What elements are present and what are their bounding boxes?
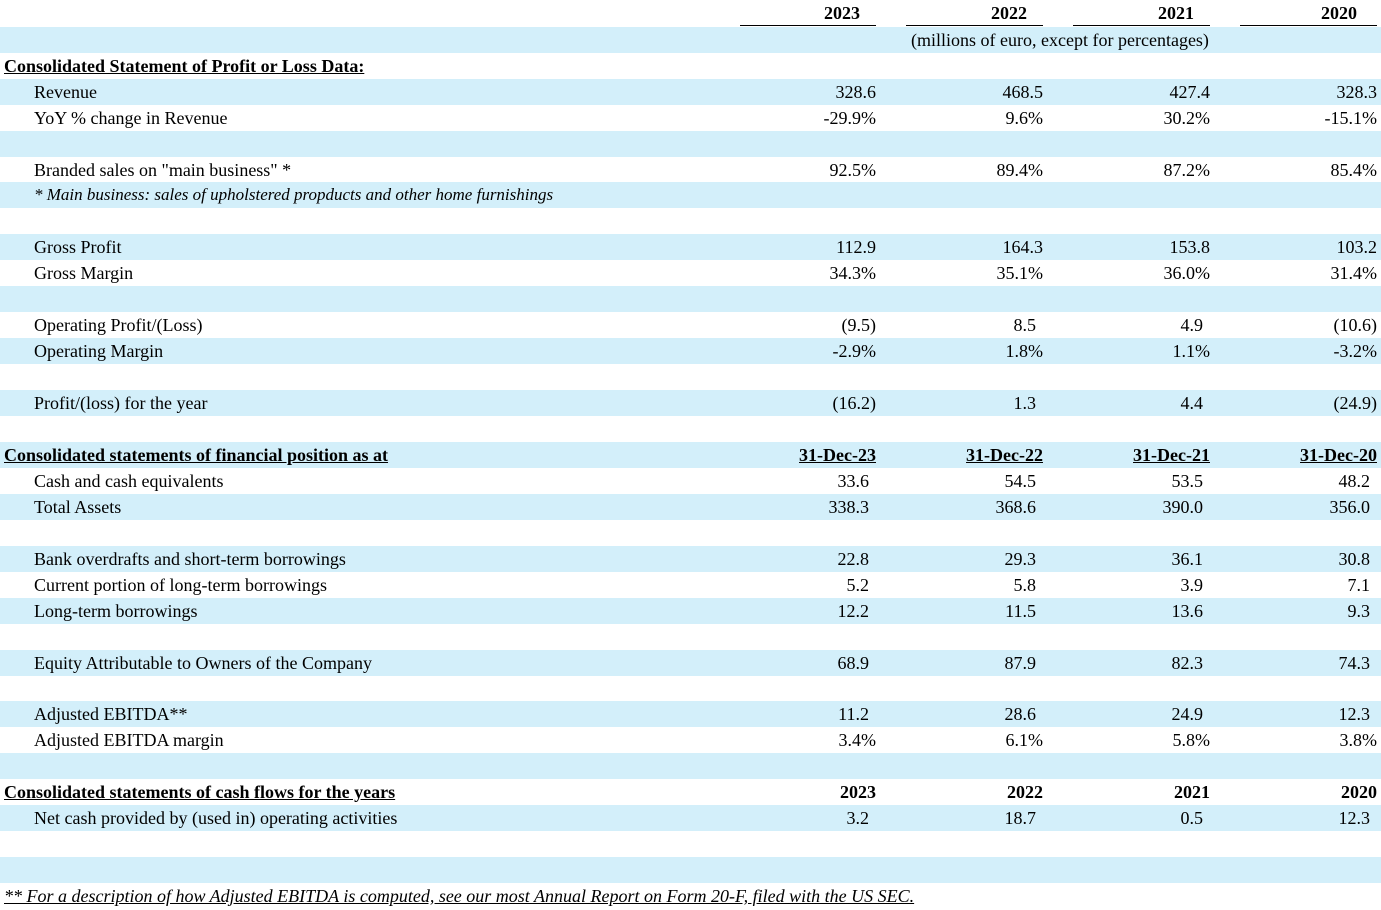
cell-2023: 68.9 [837,653,869,673]
row-label: Net cash provided by (used in) operating activities [34,808,398,828]
row-label: Operating Profit/(Loss) [34,315,203,335]
cell-2023: 12.2 [837,601,869,621]
cell-2021: 153.8 [1169,237,1210,257]
cell-2023: 34.3% [829,263,876,283]
cell-2022: 11.5 [1005,601,1036,621]
section-title-financial-position: Consolidated statements of financial position as at [4,445,389,465]
table-row-note [0,182,1381,208]
cell-2023: 11.2 [838,704,869,724]
row-label: Long-term borrowings [34,601,198,621]
units-note: (millions of euro, except for percentages) [911,30,1209,50]
table-row-cash [0,468,1381,494]
table-row-net-cash [0,805,1381,831]
cell-2020: 48.2 [1338,471,1370,491]
row-label: Branded sales on "main business" * [34,160,292,180]
year-2022: 2022 [1007,782,1043,802]
cell-2020: -3.2% [1333,341,1377,361]
cell-2022: 6.1% [1005,730,1043,750]
cell-2020: 9.3 [1347,601,1370,621]
table-row-gross-profit [0,234,1381,260]
cell-2023: (9.5) [841,315,876,335]
table-row-yoy [0,105,1381,131]
row-label: Total Assets [34,497,122,517]
year-header-2021 [1073,0,1210,26]
year-header-2023 [740,0,876,26]
cell-2021: 53.5 [1171,471,1203,491]
row-label: Revenue [34,82,97,102]
cell-2020: 31.4% [1330,263,1377,283]
cell-2020: 7.1 [1347,575,1370,595]
cell-2023: 328.6 [835,82,876,102]
cell-2021: 1.1% [1172,341,1210,361]
cell-2022: 1.3 [1013,393,1036,413]
cell-2023: 338.3 [828,497,869,517]
band [0,753,1381,779]
cell-2023: 33.6 [837,471,869,491]
cell-2021: 3.9 [1180,575,1203,595]
cell-2022: 8.5 [1013,315,1036,335]
cell-2021: 427.4 [1169,82,1210,102]
year-2021: 2021 [1174,782,1210,802]
cell-2022: 89.4% [996,160,1043,180]
section-row-cash-flows [0,779,1381,805]
table-row-profit-year [0,390,1381,416]
year-2020: 2020 [1341,782,1377,802]
cell-2020: 328.3 [1336,82,1377,102]
row-label: Equity Attributable to Owners of the Company [34,653,372,673]
section-row-financial-position [0,442,1381,468]
table-row-lt-borrow [0,598,1381,624]
cell-2023: 5.2 [846,575,869,595]
cell-2023: (16.2) [832,393,876,413]
row-label: Profit/(loss) for the year [34,393,208,413]
cell-2023: 3.2 [846,808,869,828]
cell-2020: 30.8 [1338,549,1370,569]
cell-2021: 36.0% [1163,263,1210,283]
year-label: 2023 [824,3,860,23]
cell-2020: 74.3 [1338,653,1370,673]
year-header-2020 [1240,0,1377,26]
cell-2023: 3.4% [838,730,876,750]
cell-2022: 468.5 [1002,82,1043,102]
row-label: Gross Profit [34,237,122,257]
cell-2020: 12.3 [1338,808,1370,828]
cell-2021: 390.0 [1162,497,1203,517]
cell-2022: 164.3 [1002,237,1043,257]
table-row-branded [0,157,1381,183]
table-row-equity [0,650,1381,676]
year-header-2022 [906,0,1043,26]
year-label: 2022 [991,3,1027,23]
row-label: Cash and cash equivalents [34,471,224,491]
band [0,857,1381,883]
cell-2021: 30.2% [1163,108,1210,128]
section-title-row [0,53,1381,79]
table-row-overdrafts [0,546,1381,572]
band [0,286,1381,312]
date-header-2023: 31-Dec-23 [799,445,876,465]
year-label: 2020 [1321,3,1357,23]
cell-2022: 29.3 [1004,549,1036,569]
cell-2020: (10.6) [1333,315,1377,335]
row-label: Current portion of long-term borrowings [34,575,327,595]
cell-2022: 28.6 [1004,704,1036,724]
cell-2022: 35.1% [996,263,1043,283]
year-label: 2021 [1158,3,1194,23]
date-header-2020: 31-Dec-20 [1300,445,1377,465]
row-label: YoY % change in Revenue [34,108,228,128]
cell-2022: 1.8% [1005,341,1043,361]
cell-2020: 3.8% [1339,730,1377,750]
cell-2021: 36.1 [1171,549,1203,569]
cell-2021: 4.9 [1180,315,1203,335]
cell-2023: 112.9 [836,237,876,257]
cell-2023: 22.8 [837,549,869,569]
cell-2021: 4.4 [1180,393,1203,413]
table-row-op-profit [0,312,1381,338]
footnote-adjusted-ebitda: ** For a description of how Adjusted EBITDA is computed, see our most Annual Report on Form 20-F, filed with the US SEC. [4,886,915,906]
date-header-2021: 31-Dec-21 [1133,445,1210,465]
table-row-current-lt [0,572,1381,598]
cell-2020: 85.4% [1330,160,1377,180]
cell-2021: 0.5 [1180,808,1203,828]
cell-2022: 18.7 [1004,808,1036,828]
cell-2020: 12.3 [1338,704,1370,724]
table-row-total-assets [0,494,1381,520]
table-row-adj-margin [0,727,1381,753]
section-title-cash-flows: Consolidated statements of cash flows for the years [4,782,396,802]
year-2023: 2023 [840,782,876,802]
cell-2022: 87.9 [1004,653,1036,673]
cell-2022: 368.6 [995,497,1036,517]
row-label: Adjusted EBITDA** [34,704,188,724]
cell-2021: 87.2% [1163,160,1210,180]
row-label: Gross Margin [34,263,134,283]
row-label: Bank overdrafts and short-term borrowings [34,549,346,569]
cell-2021: 24.9 [1171,704,1203,724]
section-title-profit-loss: Consolidated Statement of Profit or Loss Data: [4,56,365,76]
cell-2021: 13.6 [1171,601,1203,621]
cell-2020: 103.2 [1336,237,1377,257]
cell-2023: 92.5% [829,160,876,180]
cell-2020: -15.1% [1324,108,1377,128]
cell-2021: 82.3 [1171,653,1203,673]
date-header-2022: 31-Dec-22 [966,445,1043,465]
band [0,131,1381,157]
cell-2023: -29.9% [823,108,876,128]
cell-2023: -2.9% [832,341,876,361]
table-row-op-margin [0,338,1381,364]
cell-2022: 5.8 [1013,575,1036,595]
cell-2020: (24.9) [1333,393,1377,413]
table-row-gross-margin [0,260,1381,286]
row-label: Operating Margin [34,341,164,361]
cell-2021: 5.8% [1172,730,1210,750]
cell-2022: 9.6% [1005,108,1043,128]
main-business-note: * Main business: sales of upholstered propducts and other home furnishings [34,185,554,204]
table-row-revenue [0,79,1381,105]
row-label: Adjusted EBITDA margin [34,730,224,750]
table-row-adj-ebitda [0,701,1381,727]
cell-2022: 54.5 [1004,471,1036,491]
cell-2020: 356.0 [1329,497,1370,517]
